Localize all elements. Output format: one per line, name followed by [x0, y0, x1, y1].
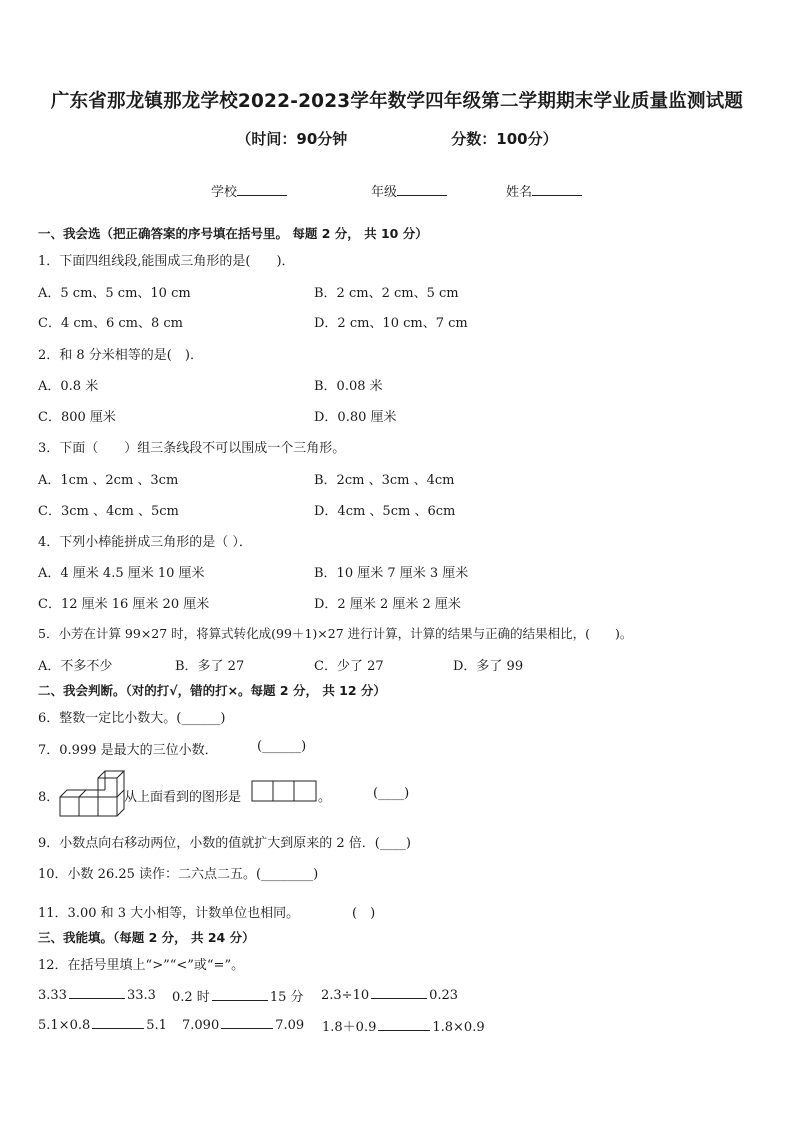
top-view-figure	[251, 780, 317, 802]
q2-option-d[interactable]: D．0.80 厘米	[314, 410, 397, 425]
q5-option-d[interactable]: D．多了 99	[453, 659, 524, 674]
compare-row-2c	[322, 1016, 485, 1035]
compare-right: 7.09	[275, 1018, 305, 1033]
school-field	[211, 181, 287, 200]
name-blank[interactable]	[532, 183, 582, 196]
exam-title: 广东省那龙镇那龙学校2022-2023学年数学四年级第二学期期末学业质量监测试题	[50, 91, 744, 112]
q3-option-b[interactable]: B．2cm 、3cm 、4cm	[314, 473, 455, 488]
cube-figure	[59, 770, 125, 818]
compare-row-2	[38, 1016, 167, 1033]
q2-option-c[interactable]: C．800 厘米	[38, 410, 116, 425]
section-1-heading: 一、我会选（把正确答案的序号填在括号里。 每题 2 分， 共 10 分）	[38, 226, 428, 241]
q8-number: 8．	[38, 790, 60, 805]
compare-blank[interactable]	[69, 986, 125, 999]
name-label: 姓名	[506, 185, 533, 200]
q4-option-c[interactable]: C．12 厘米 16 厘米 20 厘米	[38, 597, 210, 612]
q1-option-c[interactable]: C．4 cm、6 cm、8 cm	[38, 316, 183, 331]
q12-stem: 12．在括号里填上“>”“<”或“=”。	[38, 958, 245, 973]
compare-row-1c	[321, 986, 458, 1003]
q4-option-a[interactable]: A．4 厘米 4.5 厘米 10 厘米	[38, 566, 205, 581]
q3-option-d[interactable]: D．4cm 、5cm 、6cm	[314, 504, 456, 519]
q1-option-d[interactable]: D．2 cm、10 cm、7 cm	[314, 316, 468, 331]
q9-stem: 9．小数点向右移动两位，小数的值就扩大到原来的 2 倍．(____)	[38, 836, 411, 851]
grade-blank[interactable]	[397, 183, 447, 196]
q8-period: 。	[318, 790, 332, 805]
compare-row-1b	[172, 986, 304, 1005]
q1-stem: 1．下面四组线段,能围成三角形的是( )．	[38, 254, 295, 269]
q4-stem: 4．下列小棒能拼成三角形的是（ ）．	[38, 535, 252, 550]
compare-left: 5.1×0.8	[38, 1018, 91, 1033]
q1-option-b[interactable]: B．2 cm、2 cm、5 cm	[314, 286, 459, 301]
q4-option-d[interactable]: D．2 厘米 2 厘米 2 厘米	[314, 597, 461, 612]
q2-stem: 2．和 8 分米相等的是( )．	[38, 348, 203, 363]
compare-right: 1.8×0.9	[432, 1020, 485, 1035]
q8-answer-blank[interactable]: (____)	[373, 786, 410, 801]
section-2-heading: 二、我会判断。（对的打√，错的打×。每题 2 分， 共 12 分）	[38, 683, 386, 698]
compare-blank[interactable]	[221, 1016, 273, 1029]
compare-blank[interactable]	[92, 1016, 144, 1029]
compare-left: 2.3÷10	[321, 988, 370, 1003]
compare-blank[interactable]	[212, 988, 268, 1001]
compare-left: 1.8＋0.9	[322, 1020, 377, 1035]
compare-right: 33.3	[126, 988, 156, 1003]
compare-left: 0.2 时	[172, 990, 210, 1005]
q2-option-b[interactable]: B．0.08 米	[314, 379, 383, 394]
exam-subtitle	[0, 128, 794, 149]
compare-row-1	[38, 986, 156, 1003]
school-blank[interactable]	[237, 183, 287, 196]
q3-stem: 3．下面（ ）组三条线段不可以围成一个三角形。	[38, 441, 346, 456]
q7-answer-blank[interactable]: (______)	[257, 739, 307, 754]
q1-option-a[interactable]: A．5 cm、5 cm、10 cm	[38, 286, 191, 301]
q8-stem: 从上面看到的图形是	[124, 790, 242, 805]
compare-right: 15 分	[269, 990, 304, 1005]
name-field	[506, 181, 582, 200]
q11-stem: 11．3.00 和 3 大小相等，计数单位也相同。	[38, 906, 300, 921]
q10-stem: 10．小数 26.25 读作：二六点二五。(________)	[38, 867, 319, 882]
total-score: 分数：100分）	[451, 130, 558, 148]
q11-answer-blank[interactable]: ( )	[352, 906, 376, 921]
section-3-heading: 三、我能填。（每题 2 分， 共 24 分）	[38, 930, 255, 945]
grade-label: 年级	[371, 185, 398, 200]
compare-right: 0.23	[429, 988, 459, 1003]
compare-right: 5.1	[146, 1018, 167, 1033]
q7-stem: 7．0.999 是最大的三位小数．	[38, 743, 218, 758]
compare-blank[interactable]	[371, 986, 427, 999]
q3-option-c[interactable]: C．3cm 、4cm 、5cm	[38, 504, 179, 519]
grade-field	[371, 181, 447, 200]
q4-option-b[interactable]: B．10 厘米 7 厘米 3 厘米	[314, 566, 469, 581]
school-label: 学校	[211, 185, 238, 200]
time-limit: （时间：90分钟	[236, 130, 348, 148]
q5-option-b[interactable]: B．多了 27	[175, 659, 245, 674]
compare-row-2b	[182, 1016, 304, 1033]
q2-option-a[interactable]: A．0.8 米	[38, 379, 99, 394]
q5-stem: 5．小芳在计算 99×27 时，将算式转化成(99＋1)×27 进行计算，计算的结果与正确的结果相比，( )。	[38, 626, 633, 641]
q5-option-c[interactable]: C．少了 27	[314, 659, 384, 674]
compare-left: 3.33	[38, 988, 67, 1003]
compare-blank[interactable]	[378, 1018, 430, 1031]
q5-option-a[interactable]: A．不多不少	[38, 659, 113, 674]
q6-stem: 6．整数一定比小数大。(______)	[38, 711, 226, 726]
compare-left: 7.090	[182, 1018, 220, 1033]
q3-option-a[interactable]: A．1cm 、2cm 、3cm	[38, 473, 179, 488]
